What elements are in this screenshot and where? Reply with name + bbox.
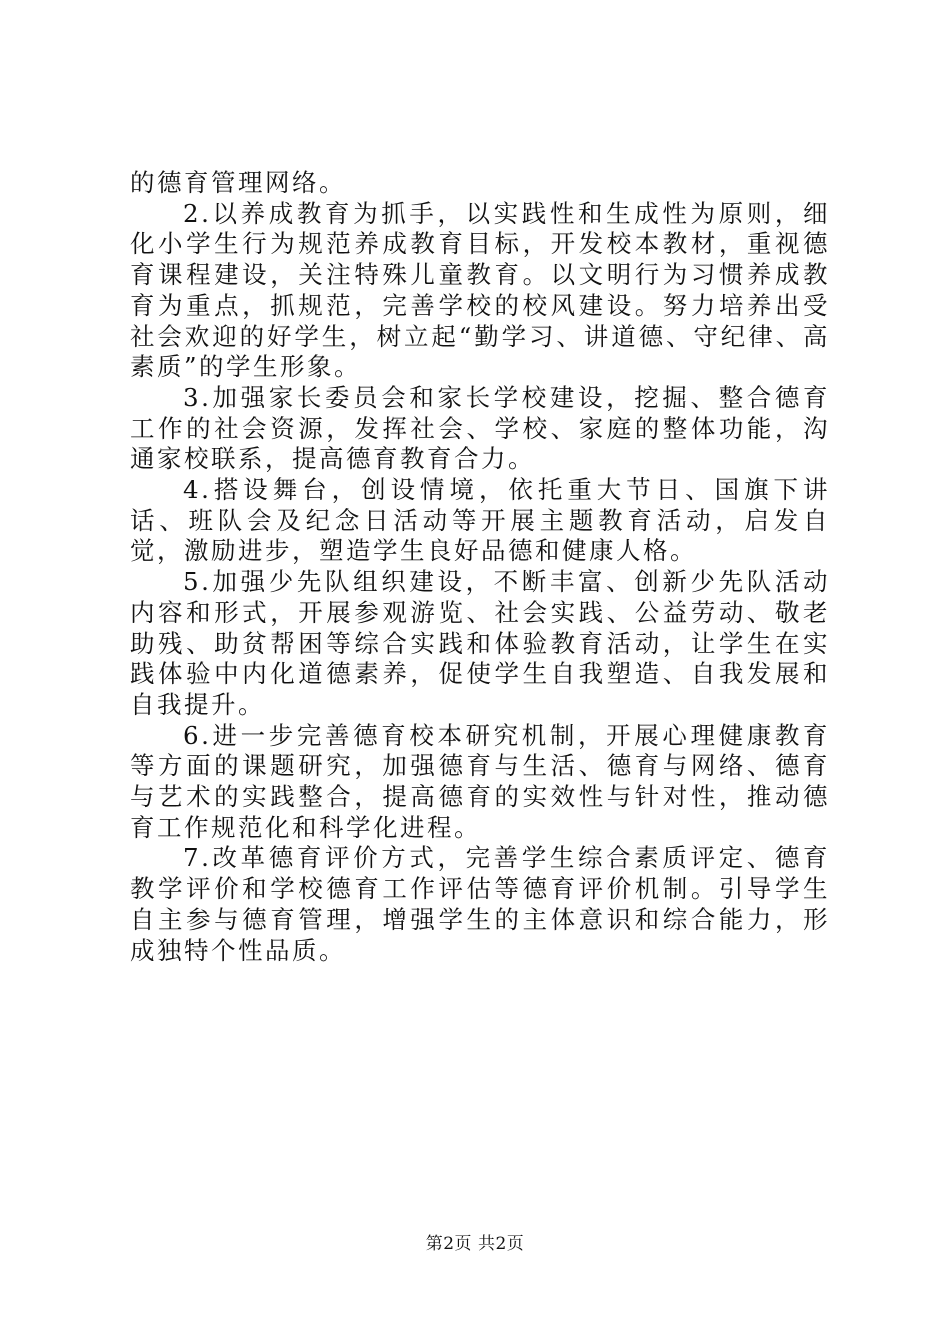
paragraph-item-4: 4.搭设舞台，创设情境，依托重大节日、国旗下讲话、班队会及纪念日活动等开展主题教育活动，启发自觉，激励进步，塑造学生良好品德和健康人格。: [130, 475, 830, 566]
paragraph-item-7: 7.改革德育评价方式，完善学生综合素质评定、德育教学评价和学校德育工作评估等德育评价机制。引导学生自主参与德育管理，增强学生的主体意识和综合能力，形成独特个性品质。: [130, 843, 830, 965]
document-body: [130, 168, 830, 966]
paragraph-item-3: 3.加强家长委员会和家长学校建设，挖掘、整合德育工作的社会资源，发挥社会、学校、家庭的整体功能，沟通家校联系，提高德育教育合力。: [130, 382, 830, 474]
paragraph-item-5: 5.加强少先队组织建设，不断丰富、创新少先队活动内容和形式，开展参观游览、社会实践、公益劳动、敬老助残、助贫帮困等综合实践和体验教育活动，让学生在实践体验中内化道德素养，促使学生自我塑造、自我发展和自我提升。: [130, 567, 830, 719]
paragraph-item-6: 6.进一步完善德育校本研究机制，开展心理健康教育等方面的课题研究，加强德育与生活、德育与网络、德育与艺术的实践整合，提高德育的实效性与针对性，推动德育工作规范化和科学化进程。: [130, 720, 830, 842]
paragraph-continuation: 的德育管理网络。: [130, 168, 346, 197]
paragraph-item-2: 2.以养成教育为抓手，以实践性和生成性为原则，细化小学生行为规范养成教育目标，开发校本教材，重视德育课程建设，关注特殊儿童教育。以文明行为习惯养成教育为重点，抓规范，完善学校的校风建设。努力培养出受社会欢迎的好学生，树立起“勤学习、讲道德、守纪律、高素质”的学生形象。: [130, 198, 830, 382]
page-number-footer: 第2页 共2页: [425, 1234, 525, 1254]
